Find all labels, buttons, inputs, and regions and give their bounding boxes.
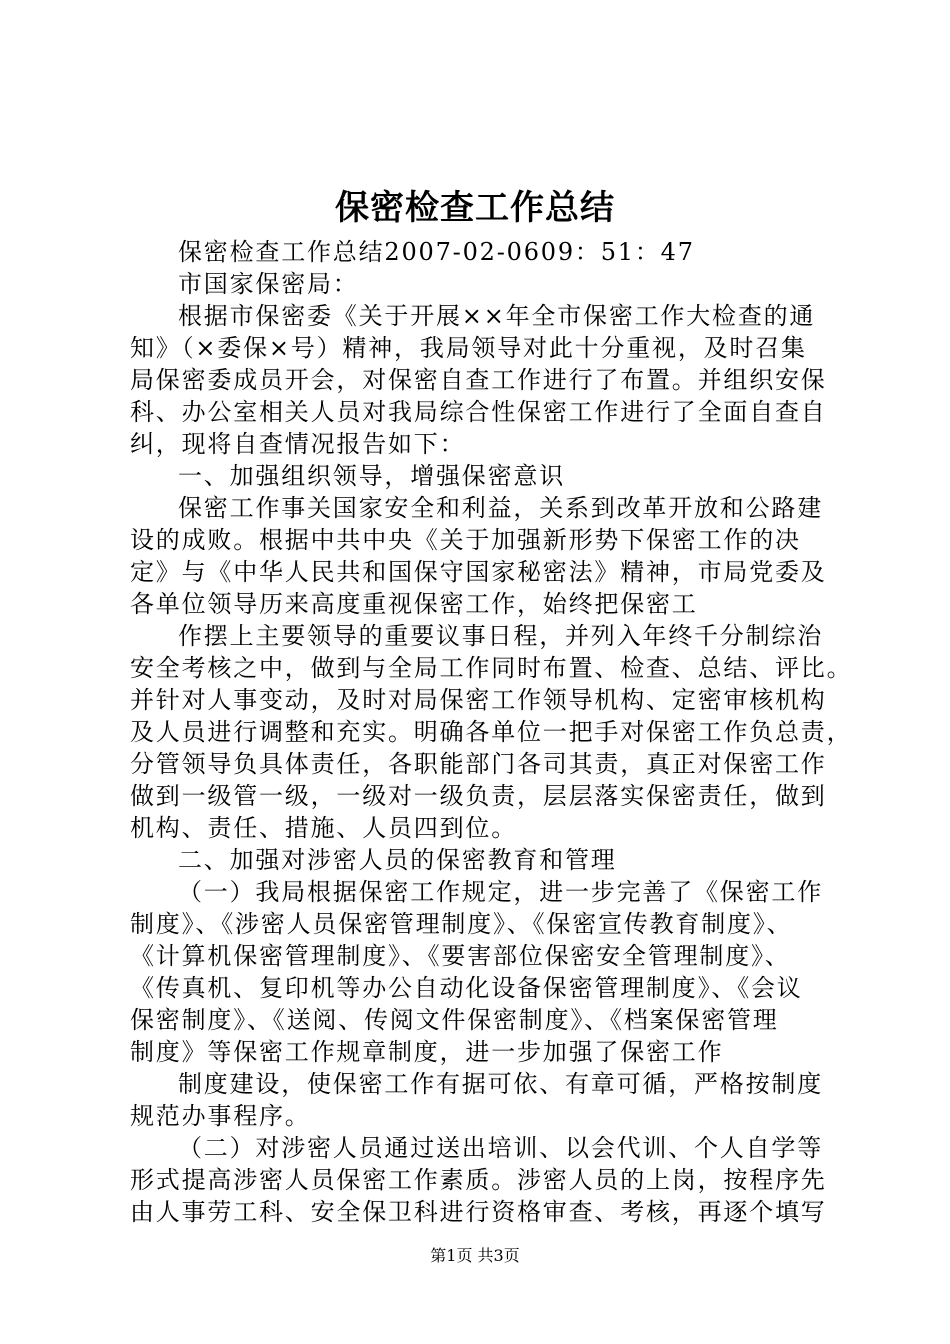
page-number: 第1页 共3页 — [430, 1246, 520, 1265]
body-line: 保密检查工作总结2007-02-0609：51：47 — [178, 238, 695, 266]
body-line: 《传真机、复印机等办公自动化设备保密管理制度》、《会议 — [130, 974, 803, 1002]
body-line: 及人员进行调整和充实。明确各单位一把手对保密工作负总责， — [130, 718, 853, 746]
document-title: 保密检查工作总结 — [335, 188, 615, 228]
body-line: 知》（×委保×号）精神，我局领导对此十分重视，及时召集 — [130, 334, 807, 362]
body-line: 由人事劳工科、安全保卫科进行资格审查、考核，再逐个填写 — [130, 1198, 827, 1226]
body-line: 作摆上主要领导的重要议事日程，并列入年终千分制综治 — [178, 622, 823, 650]
body-line: 纠，现将自查情况报告如下： — [130, 430, 466, 458]
body-line: （一）我局根据保密工作规定，进一步完善了《保密工作 — [178, 878, 823, 906]
body-line: 根据市保密委《关于开展××年全市保密工作大检查的通 — [178, 302, 816, 330]
body-line: 保密工作事关国家安全和利益，关系到改革开放和公路建 — [178, 494, 823, 522]
body-line: 规范办事程序。 — [130, 1102, 311, 1130]
body-line: 机构、责任、措施、人员四到位。 — [130, 814, 517, 842]
body-line: 并针对人事变动，及时对局保密工作领导机构、定密审核机构 — [130, 686, 827, 714]
document-body — [130, 236, 860, 1228]
section-heading: 一、加强组织领导，增强保密意识 — [178, 462, 565, 490]
body-line: 安全考核之中，做到与全局工作同时布置、检查、总结、评比。 — [130, 654, 853, 682]
body-line: 制度》、《涉密人员保密管理制度》、《保密宣传教育制度》、 — [130, 910, 793, 938]
body-line: 定》与《中华人民共和国保守国家秘密法》精神，市局党委及 — [130, 558, 827, 586]
body-line: 《计算机保密管理制度》、《要害部位保密安全管理制度》、 — [130, 942, 791, 970]
body-line: 形式提高涉密人员保密工作素质。涉密人员的上岗，按程序先 — [130, 1166, 827, 1194]
body-line: 制度建设，使保密工作有据可依、有章可循，严格按制度 — [178, 1070, 823, 1098]
section-heading: 二、加强对涉密人员的保密教育和管理 — [178, 846, 617, 874]
body-line: 制度》等保密工作规章制度，进一步加强了保密工作 — [130, 1038, 724, 1066]
body-line: 市国家保密局： — [178, 270, 359, 298]
body-line: 做到一级管一级，一级对一级负责，层层落实保密责任，做到 — [130, 782, 827, 810]
body-line: 科、办公室相关人员对我局综合性保密工作进行了全面自查自 — [130, 398, 827, 426]
body-line: （二）对涉密人员通过送出培训、以会代训、个人自学等 — [178, 1134, 823, 1162]
body-line: 设的成败。根据中共中央《关于加强新形势下保密工作的决 — [130, 526, 801, 554]
body-line: 分管领导负具体责任，各职能部门各司其责，真正对保密工作 — [130, 750, 827, 778]
body-line: 局保密委成员开会，对保密自查工作进行了布置。并组织安保 — [130, 366, 827, 394]
body-line: 各单位领导历来高度重视保密工作，始终把保密工 — [130, 590, 698, 618]
body-line: 保密制度》、《送阅、传阅文件保密制度》、《档案保密管理 — [130, 1006, 779, 1034]
